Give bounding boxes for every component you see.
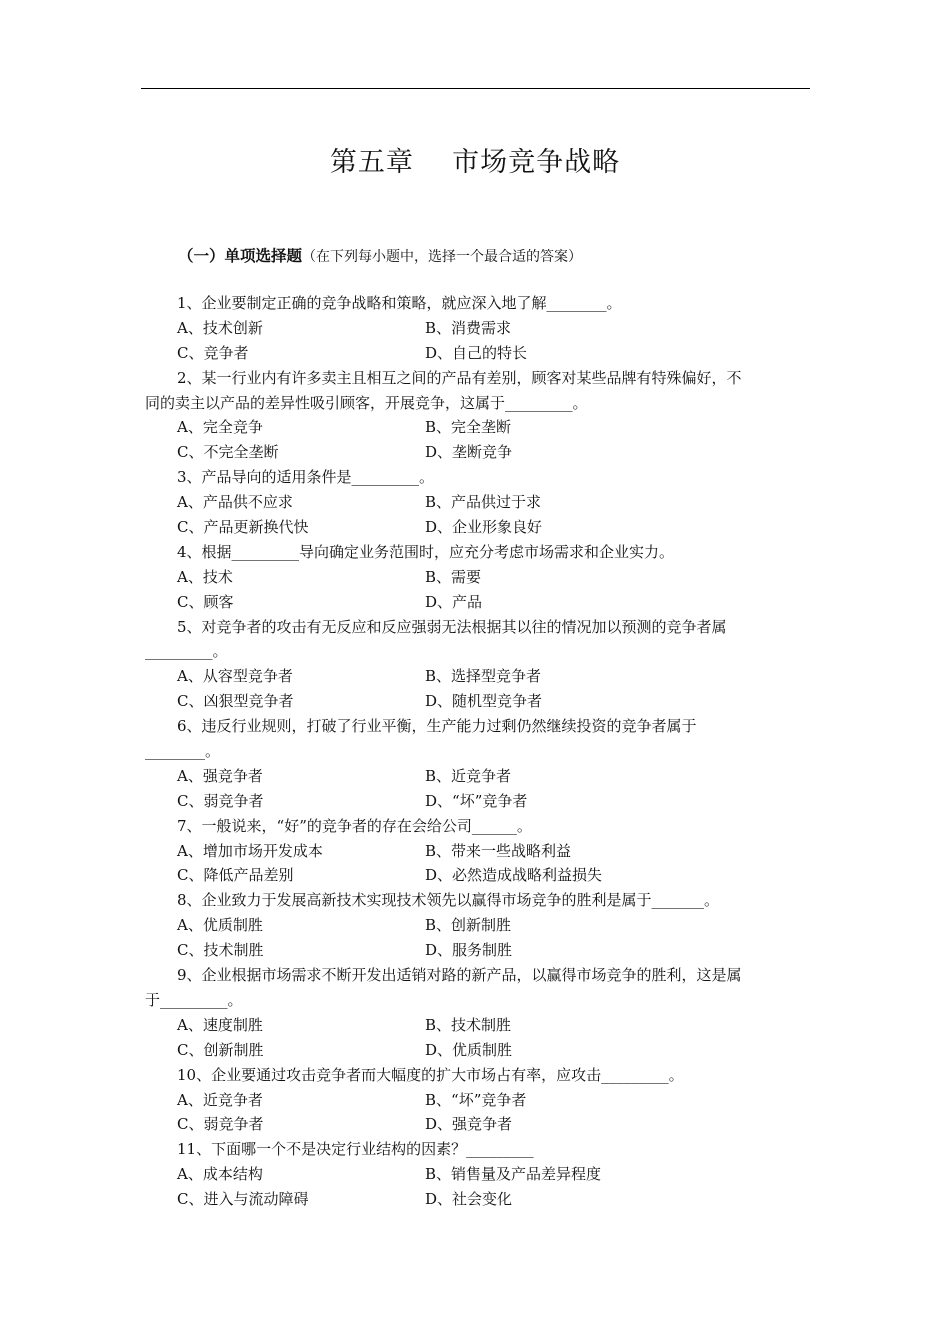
option-row [145,341,813,366]
option-right: B、选择型竞争者 [425,667,542,686]
question-stem-continued: 同的卖主以产品的差异性吸引顾客，开展竞争，这属于_________。 [145,393,588,412]
option-row [145,913,813,938]
option-left: C、竞争者 [177,343,249,362]
option-row [145,515,813,540]
option-right: B、产品供过于求 [425,493,542,512]
question-stem: 8、企业致力于发展高新技术实现技术领先以赢得市场竞争的胜利是属于_______。 [177,891,720,910]
option-left: C、进入与流动障碍 [177,1190,309,1209]
option-right: D、企业形象良好 [425,518,543,537]
question-block [145,615,813,715]
option-right: D、优质制胜 [425,1040,513,1059]
option-right: D、服务制胜 [425,941,513,960]
option-right: B、需要 [425,567,482,586]
section-heading-label: （一）单项选择题 [178,247,303,265]
question-block [145,888,813,963]
option-right: B、“坏”竞争者 [425,1090,527,1109]
question-stem: 9、企业根据市场需求不断开发出适销对路的新产品，以赢得市场竞争的胜利，这是属 [177,966,742,985]
option-row [145,664,813,689]
option-right: D、强竞争者 [425,1115,513,1134]
option-right: B、完全垄断 [425,418,512,437]
question-stem-continued: 于_________。 [145,990,243,1009]
question-block [145,963,813,1063]
option-left: A、速度制胜 [177,1015,263,1034]
option-left: C、降低产品差别 [177,866,294,885]
question-block [145,1137,813,1212]
option-row [145,764,813,789]
question-stem: 4、根据_________导向确定业务范围时，应充分考虑市场需求和企业实力。 [177,542,675,561]
option-row [145,415,813,440]
question-stem: 3、产品导向的适用条件是_________。 [177,468,435,487]
option-row [145,440,813,465]
option-left: A、增加市场开发成本 [177,841,323,860]
question-block [145,540,813,615]
question-list [145,291,813,1212]
question-stem-continued: _________。 [145,642,228,661]
question-block [145,1063,813,1138]
option-left: C、弱竞争者 [177,1115,264,1134]
option-right: B、近竞争者 [425,766,512,785]
option-row [145,316,813,341]
option-row [145,1038,813,1063]
option-right: D、随机型竞争者 [425,692,543,711]
option-right: B、技术制胜 [425,1015,512,1034]
option-left: A、成本结构 [177,1165,263,1184]
option-left: C、创新制胜 [177,1040,264,1059]
option-row [145,1187,813,1212]
option-left: A、优质制胜 [177,916,263,935]
option-row [145,938,813,963]
section-instruction: （在下列每小题中，选择一个最合适的答案） [302,249,583,265]
option-row [145,863,813,888]
question-stem: 5、对竞争者的攻击有无反应和反应强弱无法根据其以往的情况加以预测的竞争者属 [177,617,727,636]
question-stem: 10、企业要通过攻击竞争者而大幅度的扩大市场占有率，应攻击_________。 [177,1065,684,1084]
question-block [145,714,813,814]
option-left: A、近竞争者 [177,1090,263,1109]
question-block [145,814,813,889]
option-left: C、不完全垄断 [177,443,279,462]
option-left: C、弱竞争者 [177,791,264,810]
option-row [145,1088,813,1113]
option-left: A、从容型竞争者 [177,667,293,686]
option-right: D、自己的特长 [425,343,528,362]
option-row [145,1162,813,1187]
question-stem: 1、企业要制定正确的竞争战略和策略，就应深入地了解________。 [177,294,622,312]
option-right: B、消费需求 [425,318,512,337]
option-right: B、销售量及产品差异程度 [425,1165,602,1184]
question-stem: 6、违反行业规则，打破了行业平衡，生产能力过剩仍然继续投资的竞争者属于 [177,717,697,736]
option-left: C、产品更新换代快 [177,518,309,537]
option-row [145,490,813,515]
option-left: C、顾客 [177,592,234,611]
option-row [145,590,813,615]
option-row [145,689,813,714]
question-stem-continued: ________。 [145,742,221,761]
question-stem: 11、下面哪一个不是决定行业结构的因素？_________ [177,1140,534,1159]
option-right: D、产品 [425,592,483,611]
option-right: B、创新制胜 [425,916,512,935]
option-right: D、垄断竞争 [425,443,513,462]
option-left: A、技术 [177,567,233,586]
option-left: C、技术制胜 [177,941,264,960]
option-row [145,565,813,590]
question-stem: 7、一般说来，“好”的竞争者的存在会给公司______。 [177,816,532,835]
question-block [145,465,813,540]
option-right: D、必然造成战略利益损失 [425,866,603,885]
option-row [145,789,813,814]
option-left: A、强竞争者 [177,766,263,785]
option-right: B、带来一些战略利益 [425,841,572,860]
option-row [145,1112,813,1137]
header-rule [141,88,810,89]
chapter-title: 第五章 市场竞争战略 [329,147,621,178]
option-left: A、产品供不应求 [177,493,293,512]
question-block [145,291,813,366]
option-right: D、“坏”竞争者 [425,791,528,810]
question-stem: 2、某一行业内有许多卖主且相互之间的产品有差别，顾客对某些品牌有特殊偏好，不 [177,368,742,387]
question-block [145,366,813,466]
option-left: A、技术创新 [177,318,263,337]
section-heading [178,244,582,266]
option-row [145,839,813,864]
option-left: C、凶狠型竞争者 [177,692,294,711]
option-left: A、完全竞争 [177,418,263,437]
option-row [145,1013,813,1038]
option-right: D、社会变化 [425,1190,513,1209]
